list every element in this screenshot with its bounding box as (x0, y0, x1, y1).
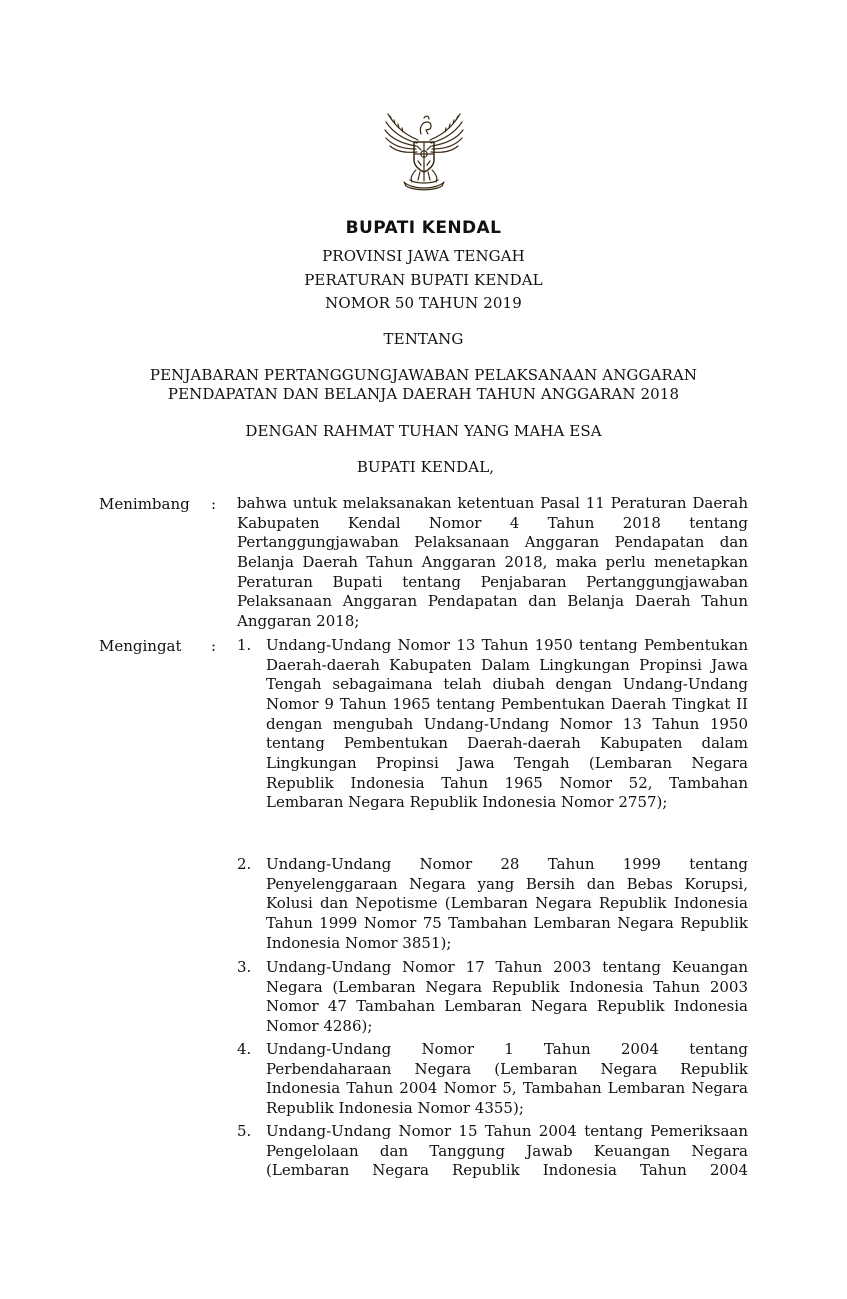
document-title: BUPATI KENDAL (345, 218, 502, 238)
garuda-emblem-icon (382, 110, 466, 192)
mengingat-colon: : (211, 637, 217, 655)
subject-line-1: PENJABARAN PERTANGGUNGJAWABAN PELAKSANAAN ANGGARAN (149, 366, 698, 384)
mengingat-item-text: Undang-Undang Nomor 17 Tahun 2003 tentang Keuangan Negara (Lembaran Negara Republik Indonesia Tahun 2003 Nomor 47 Tambahan Lembaran Negara Republik Indonesia Nomor 4286); (266, 958, 748, 1035)
mengingat-item-text: Undang-Undang Nomor 15 Tahun 2004 tentang Pemeriksaan Pengelolaan dan Tanggung Jawab Keuangan Negara (Lembaran Negara Republik Indonesia Tahun 2004 (266, 1122, 748, 1180)
about-label: TENTANG (383, 330, 464, 348)
menimbang-colon: : (211, 495, 217, 513)
blessing-line: DENGAN RAHMAT TUHAN YANG MAHA ESA (245, 422, 602, 440)
mengingat-item-number: 5. (237, 1122, 252, 1140)
regulation-type: PERATURAN BUPATI KENDAL (304, 271, 543, 289)
mengingat-item-text: Undang-Undang Nomor 1 Tahun 2004 tentang Perbendaharaan Negara (Lembaran Negara Republik Indonesia Tahun 2004 Nomor 5, Tambahan Lembaran Negara Republik Indonesia Nomor 4355); (266, 1040, 748, 1117)
mengingat-item-number: 1. (237, 636, 252, 654)
mengingat-item-text: Undang-Undang Nomor 28 Tahun 1999 tentang Penyelenggaraan Negara yang Bersih dan Bebas Korupsi, Kolusi dan Nepotisme (Lembaran Negara Republik Indonesia Tahun 1999 Nomor 75 Tambahan Lembaran Negara Republik Indonesia Nomor 3851); (266, 855, 748, 952)
menimbang-label: Menimbang (99, 495, 190, 513)
regulation-number: NOMOR 50 TAHUN 2019 (325, 294, 522, 312)
subject-line-2: PENDAPATAN DAN BELANJA DAERAH TAHUN ANGGARAN 2018 (167, 385, 680, 403)
mengingat-item-text: Undang-Undang Nomor 13 Tahun 1950 tentang Pembentukan Daerah-daerah Kabupaten Dalam Lingkungan Propinsi Jawa Tengah sebagaimana telah diubah dengan Undang-Undang Nomor 9 Tahun 1965 tentang Pembentukan Daerah Tingkat II dengan mengubah Undang-Undang Nomor 13 Tahun 1950 tentang Pembentukan Daerah-daerah Kabupaten dalam Lingkungan Propinsi Jawa Tengah (Lembaran Negara Republik Indonesia Tahun 1965 Nomor 52, Tambahan Lembaran Negara Republik Indonesia Nomor 2757); (266, 636, 748, 812)
province-name: PROVINSI JAWA TENGAH (322, 247, 525, 265)
mengingat-item-number: 2. (237, 855, 252, 873)
mengingat-item-number: 4. (237, 1040, 252, 1058)
issuer-line: BUPATI KENDAL, (356, 458, 495, 476)
mengingat-label: Mengingat (99, 637, 182, 655)
mengingat-item-number: 3. (237, 958, 252, 976)
menimbang-text: bahwa untuk melaksanakan ketentuan Pasal 11 Peraturan Daerah Kabupaten Kendal Nomor 4 Tahun 2018 tentang Pertanggungjawaban Pelaksanaan Anggaran Pendapatan dan Belanja Daerah Tahun Anggaran 2018, maka perlu menetapkan Peraturan Bupati tentang Penjabaran Pertanggungjawaban Pelaksanaan Anggaran Pendapatan dan Belanja Daerah Tahun Anggaran 2018; (237, 494, 748, 630)
